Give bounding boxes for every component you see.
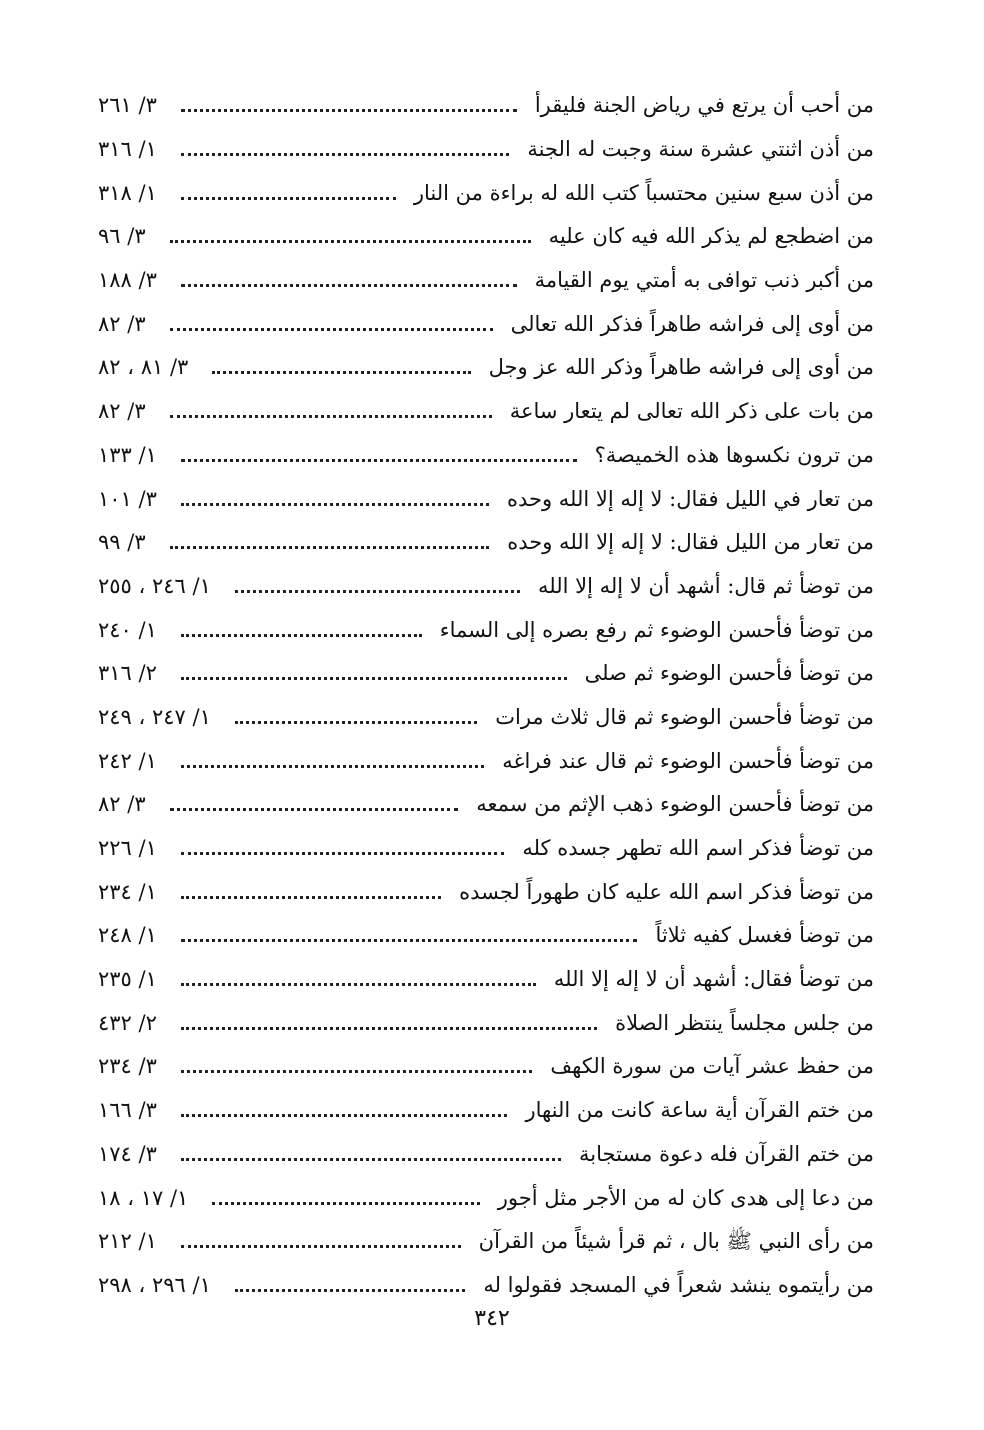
- entry-text: من توضأ فذكر اسم الله تطهر جسده كله: [522, 836, 874, 861]
- dot-leader: [212, 371, 470, 374]
- dot-leader: [170, 328, 493, 331]
- entry-reference: ١/ ١٧ ، ١٨: [98, 1185, 189, 1210]
- index-entry: [98, 608, 874, 652]
- entry-reference: ٣/ ٩٦: [98, 224, 146, 249]
- entry-reference: ٣/ ٢٣٤: [98, 1054, 157, 1079]
- entry-text: من حفظ عشر آيات من سورة الكهف: [550, 1054, 874, 1079]
- entry-text: من جلس مجلساً ينتظر الصلاة: [615, 1010, 874, 1035]
- entry-reference: ١/ ٢٤٧ ، ٢٤٩: [98, 704, 211, 729]
- entry-text: من دعا إلى هدى كان له من الأجر مثل أجور: [497, 1185, 874, 1210]
- dot-leader: [181, 939, 638, 942]
- entry-reference: ٣/ ٨٢: [98, 311, 146, 336]
- entry-text: من أذن سبع سنين محتسباً كتب الله له براءة من النار: [413, 180, 874, 205]
- entry-reference: ١/ ٢٢٦: [98, 836, 157, 861]
- entry-reference: ١/ ١٣٣: [98, 442, 157, 467]
- entry-reference: ١/ ٢٤٢: [98, 748, 157, 773]
- index-entry: [98, 870, 874, 914]
- index-entry: [98, 1264, 874, 1308]
- entry-reference: ١/ ٢١٢: [98, 1229, 157, 1254]
- hadith-index-list: [98, 84, 874, 1307]
- index-entry: [98, 521, 874, 565]
- entry-text: من ختم القرآن أية ساعة كانت من النهار: [525, 1098, 874, 1123]
- index-entry: [98, 1133, 874, 1177]
- entry-reference: ١/ ٢٩٦ ، ٢٩٨: [98, 1272, 211, 1297]
- entry-text: من توضأ فغسل كفيه ثلاثاً: [655, 923, 874, 948]
- index-entry: [98, 783, 874, 827]
- entry-text: من أذن اثنتي عشرة سنة وجبت له الجنة: [527, 137, 874, 162]
- entry-text: من أوى إلى فراشه طاهراً فذكر الله تعالى: [510, 311, 874, 336]
- entry-text: من أوى إلى فراشه طاهراً وذكر الله عز وجل: [488, 355, 874, 380]
- dot-leader: [181, 765, 484, 768]
- entry-reference: ٣/ ٨٢: [98, 399, 146, 424]
- dot-leader: [181, 109, 517, 112]
- page-number: ٣٤٢: [474, 1306, 510, 1331]
- index-entry: [98, 696, 874, 740]
- entry-reference: ٣/ ٢٦١: [98, 93, 157, 118]
- entry-reference: ٣/ ٩٩: [98, 530, 146, 555]
- dot-leader: [181, 1114, 508, 1117]
- entry-reference: ١/ ٢٣٤: [98, 879, 157, 904]
- entry-text: من ترون نكسوها هذه الخميصة؟: [594, 442, 874, 467]
- dot-leader: [235, 721, 477, 724]
- index-entry: [98, 346, 874, 390]
- entry-text: من رأيتموه ينشد شعراً في المسجد فقولوا له: [483, 1272, 874, 1297]
- index-entry: [98, 477, 874, 521]
- dot-leader: [181, 634, 422, 637]
- entry-text: من تعار في الليل فقال: لا إله إلا الله وحده: [506, 486, 874, 511]
- index-entry: [98, 390, 874, 434]
- index-entry: [98, 827, 874, 871]
- entry-reference: ١/ ٣١٨: [98, 180, 157, 205]
- index-entry: [98, 914, 874, 958]
- entry-reference: ١/ ٣١٦: [98, 137, 157, 162]
- entry-text: من أكبر ذنب توافى به أمتي يوم القيامة: [534, 268, 874, 293]
- index-entry: [98, 739, 874, 783]
- entry-text: من تعار من الليل فقال: لا إله إلا الله وحده: [507, 530, 874, 555]
- dot-leader: [181, 459, 577, 462]
- dot-leader: [235, 590, 520, 593]
- index-entry: [98, 434, 874, 478]
- dot-leader: [181, 852, 504, 855]
- dot-leader: [181, 1027, 597, 1030]
- entry-reference: ٣/ ٨١ ، ٨٢: [98, 355, 189, 380]
- entry-reference: ٢/ ٤٣٢: [98, 1010, 157, 1035]
- index-entry: [98, 958, 874, 1002]
- entry-reference: ٣/ ١٠١: [98, 486, 157, 511]
- index-entry: [98, 1001, 874, 1045]
- entry-text: من توضأ ثم قال: أشهد أن لا إله إلا الله: [538, 573, 874, 598]
- dot-leader: [181, 1070, 533, 1073]
- entry-reference: ٣/ ١٨٨: [98, 268, 157, 293]
- entry-reference: ١/ ٢٤٠: [98, 617, 157, 642]
- dot-leader: [181, 983, 536, 986]
- entry-reference: ٣/ ١٦٦: [98, 1098, 157, 1123]
- dot-leader: [181, 153, 510, 156]
- index-entry: [98, 128, 874, 172]
- dot-leader: [170, 808, 459, 811]
- dot-leader: [212, 1202, 479, 1205]
- entry-text: من توضأ فأحسن الوضوء ثم صلى: [584, 661, 874, 686]
- entry-text: من توضأ فذكر اسم الله عليه كان طهوراً لجسده: [459, 879, 874, 904]
- index-entry: [98, 215, 874, 259]
- entry-text: من أحب أن يرتع في رياض الجنة فليقرأ: [534, 93, 874, 118]
- entry-text: من توضأ فأحسن الوضوء ثم قال عند فراغه: [502, 748, 874, 773]
- index-entry: [98, 171, 874, 215]
- entry-reference: ٣/ ٨٢: [98, 792, 146, 817]
- entry-reference: ١/ ٢٣٥: [98, 967, 157, 992]
- entry-text: من رأى النبي ﷺ بال ، ثم قرأ شيئاً من القرآن: [478, 1229, 874, 1254]
- dot-leader: [181, 197, 396, 200]
- index-entry: [98, 652, 874, 696]
- dot-leader: [170, 546, 490, 549]
- dot-leader: [181, 503, 489, 506]
- dot-leader: [170, 240, 531, 243]
- index-entry: [98, 302, 874, 346]
- dot-leader: [181, 1158, 561, 1161]
- index-entry: [98, 1089, 874, 1133]
- index-entry: [98, 84, 874, 128]
- entry-reference: ٣/ ١٧٤: [98, 1141, 157, 1166]
- dot-leader: [181, 1245, 461, 1248]
- index-entry: [98, 1176, 874, 1220]
- entry-text: من اضطجع لم يذكر الله فيه كان عليه: [548, 224, 874, 249]
- index-entry: [98, 1045, 874, 1089]
- dot-leader: [181, 896, 441, 899]
- entry-reference: ٢/ ٣١٦: [98, 661, 157, 686]
- index-entry: [98, 1220, 874, 1264]
- entry-text: من بات على ذكر الله تعالى لم يتعار ساعة: [509, 399, 874, 424]
- entry-reference: ١/ ٢٤٦ ، ٢٥٥: [98, 573, 211, 598]
- entry-text: من توضأ فقال: أشهد أن لا إله إلا الله: [553, 967, 874, 992]
- dot-leader: [181, 284, 517, 287]
- dot-leader: [181, 677, 567, 680]
- dot-leader: [170, 415, 492, 418]
- entry-text: من توضأ فأحسن الوضوء ثم قال ثلاث مرات: [495, 704, 874, 729]
- entry-text: من ختم القرآن فله دعوة مستجابة: [579, 1141, 874, 1166]
- entry-text: من توضأ فأحسن الوضوء ثم رفع بصره إلى السماء: [439, 617, 874, 642]
- index-entry: [98, 259, 874, 303]
- entry-reference: ١/ ٢٤٨: [98, 923, 157, 948]
- entry-text: من توضأ فأحسن الوضوء ذهب الإثم من سمعه: [476, 792, 874, 817]
- index-entry: [98, 565, 874, 609]
- dot-leader: [235, 1289, 465, 1292]
